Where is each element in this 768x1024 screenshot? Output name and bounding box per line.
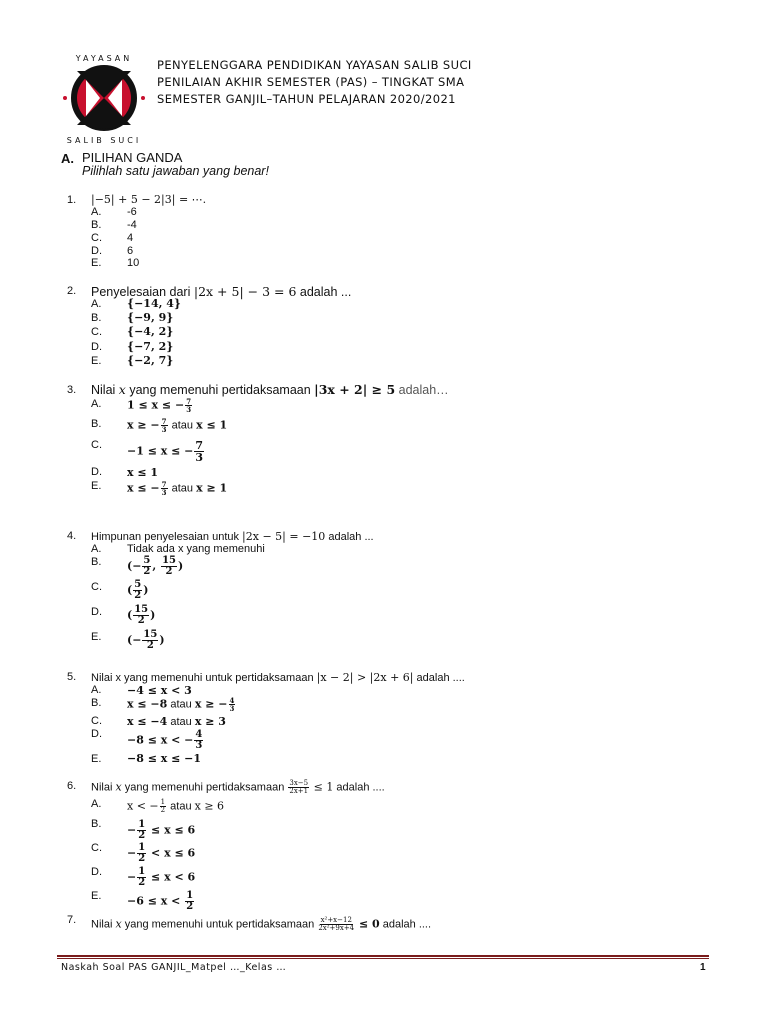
option-fraction	[194, 730, 203, 751]
fraction-denominator: 3	[161, 425, 167, 434]
option-value: {−9, 9}	[127, 311, 174, 324]
fraction-denominator: 2x²+9x+4	[318, 924, 355, 932]
option-expr: −8 ≤ x < −	[127, 733, 194, 747]
option-label: A.	[91, 684, 102, 696]
fraction-denominator: 3	[186, 405, 192, 414]
option-label: C.	[91, 581, 102, 593]
option-value: x ≤ 1	[127, 466, 159, 479]
fraction-denominator: 2	[138, 853, 146, 864]
option-value-b: (− $\frac{5}{2}$ , $\frac{15}{2}$ )	[127, 555, 184, 577]
question-text-post: adalah ...	[325, 531, 374, 543]
option-label: D.	[91, 466, 102, 478]
question-variable: x	[115, 917, 122, 931]
option-expr: x ≤ −8	[127, 697, 168, 711]
option-value: {−14, 4}	[127, 297, 181, 310]
option-value	[127, 891, 195, 912]
school-logo	[56, 50, 152, 146]
option-fraction	[161, 418, 168, 433]
option-expr-2: ≤ x < 6	[147, 870, 196, 884]
option-label: A.	[91, 298, 102, 310]
option-label: D.	[91, 245, 102, 257]
option-value	[127, 867, 195, 888]
header-line-institution: PENYELENGGARA PENDIDIKAN YAYASAN SALIB SUCI	[157, 58, 472, 72]
fraction-denominator: 3	[229, 704, 235, 713]
option-fraction	[229, 697, 236, 712]
question-text-mid: yang memenuhi pertidaksamaan	[121, 781, 288, 794]
option-value-c: ( $\frac{5}{2}$ )	[127, 579, 149, 601]
option-expr: −1 ≤ x ≤ −	[127, 444, 194, 458]
question-text-pre: Nilai	[91, 383, 119, 397]
option-label: A.	[91, 543, 102, 555]
option-value: {−7, 2}	[127, 340, 174, 353]
question-text-mid: yang memenuhi untuk pertidaksamaan	[121, 918, 318, 931]
question-fraction	[318, 917, 354, 932]
fraction-denominator: 2	[138, 830, 146, 841]
option-connector: atau	[167, 800, 195, 813]
document-header	[56, 50, 736, 150]
page-number: 1	[700, 962, 706, 973]
option-value: {−4, 2}	[127, 325, 174, 338]
section-letter: A.	[61, 151, 74, 166]
question-inequality: ≤ 1	[310, 780, 334, 794]
question-inequality: ≤ 0	[355, 917, 380, 931]
option-value-d: ( $\frac{15}{2}$ )	[127, 604, 156, 626]
header-line-exam: PENILAIAN AKHIR SEMESTER (PAS) – TINGKAT SMA	[157, 75, 465, 89]
option-expr: −	[127, 870, 137, 884]
option-label: B.	[91, 556, 102, 568]
question-text	[91, 382, 449, 397]
option-value	[127, 843, 195, 864]
question-text-pre: Himpunan penyelesaian untuk	[91, 531, 243, 543]
option-label: D.	[91, 606, 102, 618]
footer-divider	[57, 955, 709, 957]
option-expr: −6 ≤ x <	[127, 894, 185, 908]
question-text-pre: Nilai	[91, 781, 116, 794]
option-value	[127, 730, 204, 751]
question-inequality: |x − 2| > |2x + 6|	[316, 671, 414, 684]
option-value: 6	[127, 245, 134, 257]
question-inequality: |3x + 2| ≥ 5	[314, 382, 396, 397]
question-number: 2.	[67, 285, 77, 297]
question-text-mid: yang memenuhi pertidaksamaan	[125, 383, 315, 397]
option-label: B.	[91, 697, 102, 709]
option-value: -4	[127, 219, 137, 231]
option-expr: −	[127, 846, 137, 860]
section-title: PILIHAN GANDA	[82, 150, 183, 165]
option-label: A.	[91, 398, 102, 410]
question-text-post: adalah ...	[296, 285, 352, 299]
option-label: E.	[91, 480, 102, 492]
fraction-numerator: 7	[161, 417, 167, 426]
option-fraction	[185, 891, 194, 912]
fraction-denominator: 3	[195, 451, 204, 464]
option-expr-2: ≤ x ≤ 6	[147, 823, 196, 837]
fraction-numerator: 1	[160, 798, 166, 806]
question-number: 3.	[67, 384, 77, 396]
question-text	[91, 530, 374, 543]
fraction-numerator: 1	[138, 842, 146, 853]
option-expr: −	[127, 823, 137, 837]
fraction-numerator: 7	[195, 439, 204, 452]
option-value: −4 ≤ x < 3	[127, 684, 192, 697]
footer-divider-thin	[57, 958, 709, 959]
question-text-pre: Nilai x yang memenuhi untuk pertidaksamaan	[91, 672, 317, 684]
fraction-denominator: 2	[138, 877, 146, 888]
option-label: A.	[91, 798, 102, 810]
fraction-denominator: 3	[161, 488, 167, 497]
option-fraction	[194, 440, 204, 463]
question-equation: |2x + 5| − 3 = 6	[193, 284, 297, 299]
question-text-post: adalah ....	[333, 781, 385, 794]
question-text	[91, 917, 431, 932]
fraction-numerator: 7	[186, 397, 192, 406]
option-connector: atau	[168, 482, 197, 495]
footer-caption: Naskah Soal PAS GANJIL_Matpel …_Kelas …	[61, 962, 287, 973]
svg-text:SALIB SUCI: SALIB SUCI	[66, 136, 142, 145]
fraction-numerator: 1	[186, 890, 194, 901]
question-variable: x	[115, 780, 122, 794]
option-label: C.	[91, 439, 102, 451]
option-value	[127, 697, 236, 712]
option-value	[127, 398, 193, 413]
question-text-post: adalah ....	[379, 918, 432, 931]
option-label: A.	[91, 206, 102, 218]
fraction-numerator: 1	[138, 866, 146, 877]
fraction-denominator: 3	[195, 740, 203, 751]
section-instruction: Pilihlah satu jawaban yang benar!	[82, 164, 269, 178]
option-label: C.	[91, 232, 102, 244]
header-titles	[157, 57, 472, 108]
option-fraction	[185, 398, 192, 413]
option-value: {−2, 7}	[127, 354, 174, 367]
option-expr-2: x ≥ 1	[196, 481, 228, 495]
option-label: B.	[91, 418, 102, 430]
question-text: |−5| + 5 − 2|3| = ⋯.	[91, 193, 207, 206]
question-text	[91, 671, 465, 684]
option-expr: x ≤ −4	[127, 715, 168, 728]
fraction-denominator: 2	[160, 806, 166, 814]
fraction-numerator: 4	[229, 696, 235, 705]
option-fraction	[161, 481, 168, 496]
option-fraction	[137, 867, 146, 888]
option-value: Tidak ada x yang memenuhi	[127, 543, 265, 555]
question-text-pre: Nilai	[91, 918, 116, 931]
option-expr-2: x ≥ −	[194, 697, 228, 711]
fraction-denominator: 2x+1	[289, 787, 309, 795]
question-text	[91, 780, 385, 795]
question-number: 5.	[67, 671, 77, 683]
option-label: E.	[91, 753, 102, 765]
option-value: 10	[127, 257, 140, 269]
svg-text:YAYASAN: YAYASAN	[75, 54, 133, 63]
question-text-post: adalah ....	[413, 672, 465, 684]
option-expr: x ≥ −	[127, 418, 160, 432]
option-label: C.	[91, 842, 102, 854]
option-value	[127, 481, 227, 496]
option-fraction	[137, 843, 146, 864]
fraction-numerator: x²+x−12	[320, 916, 352, 924]
option-expr-2: x ≥ 3	[194, 715, 226, 728]
option-expr-2: x ≥ 6	[194, 799, 225, 813]
option-label: E.	[91, 631, 102, 643]
question-variable: x	[118, 382, 126, 397]
question-text-post: adalah…	[395, 383, 449, 397]
fraction-numerator: 7	[161, 480, 167, 489]
option-value	[127, 418, 227, 433]
option-label: B.	[91, 312, 102, 324]
option-label: D.	[91, 341, 102, 353]
option-value: −8 ≤ x ≤ −1	[127, 752, 202, 765]
question-fraction	[288, 780, 309, 795]
header-line-semester: SEMESTER GANJIL–TAHUN PELAJARAN 2020/2021	[157, 92, 456, 106]
option-label: B.	[91, 219, 102, 231]
option-value: 4	[127, 232, 134, 244]
option-value	[127, 820, 195, 841]
option-fraction	[160, 799, 166, 814]
section-heading	[61, 150, 269, 178]
fraction-denominator: 2	[186, 901, 194, 912]
option-value	[127, 440, 205, 463]
fraction-numerator: 3x−5	[289, 779, 309, 787]
question-equation: |2x − 5| = −10	[242, 530, 326, 543]
option-fraction	[137, 820, 146, 841]
option-label: E.	[91, 355, 102, 367]
option-expr: x ≤ −	[127, 481, 160, 495]
option-value: -6	[127, 206, 137, 218]
option-connector: atau	[167, 716, 195, 728]
option-connector: atau	[168, 419, 197, 432]
option-label: E.	[91, 257, 102, 269]
option-expr-2: < x ≤ 6	[147, 846, 196, 860]
fraction-numerator: 1	[138, 819, 146, 830]
option-value	[127, 799, 224, 814]
question-number: 6.	[67, 780, 77, 792]
option-expr: 1 ≤ x ≤ −	[127, 398, 185, 412]
question-number: 4.	[67, 530, 77, 542]
question-text-pre: Penyelesaian dari	[91, 285, 194, 299]
option-label: D.	[91, 866, 102, 878]
option-label: E.	[91, 890, 102, 902]
option-label: C.	[91, 326, 102, 338]
option-label: B.	[91, 818, 102, 830]
question-number: 7.	[67, 914, 77, 926]
option-value	[127, 715, 226, 728]
option-expr-2: x ≤ 1	[196, 418, 228, 432]
option-value-e: (− $\frac{15}{2}$ )	[127, 629, 165, 651]
option-connector: atau	[167, 698, 195, 711]
fraction-numerator: 4	[195, 729, 203, 740]
question-number: 1.	[67, 194, 77, 206]
option-expr: x < −	[127, 799, 159, 813]
option-label: C.	[91, 715, 102, 727]
option-label: D.	[91, 728, 102, 740]
